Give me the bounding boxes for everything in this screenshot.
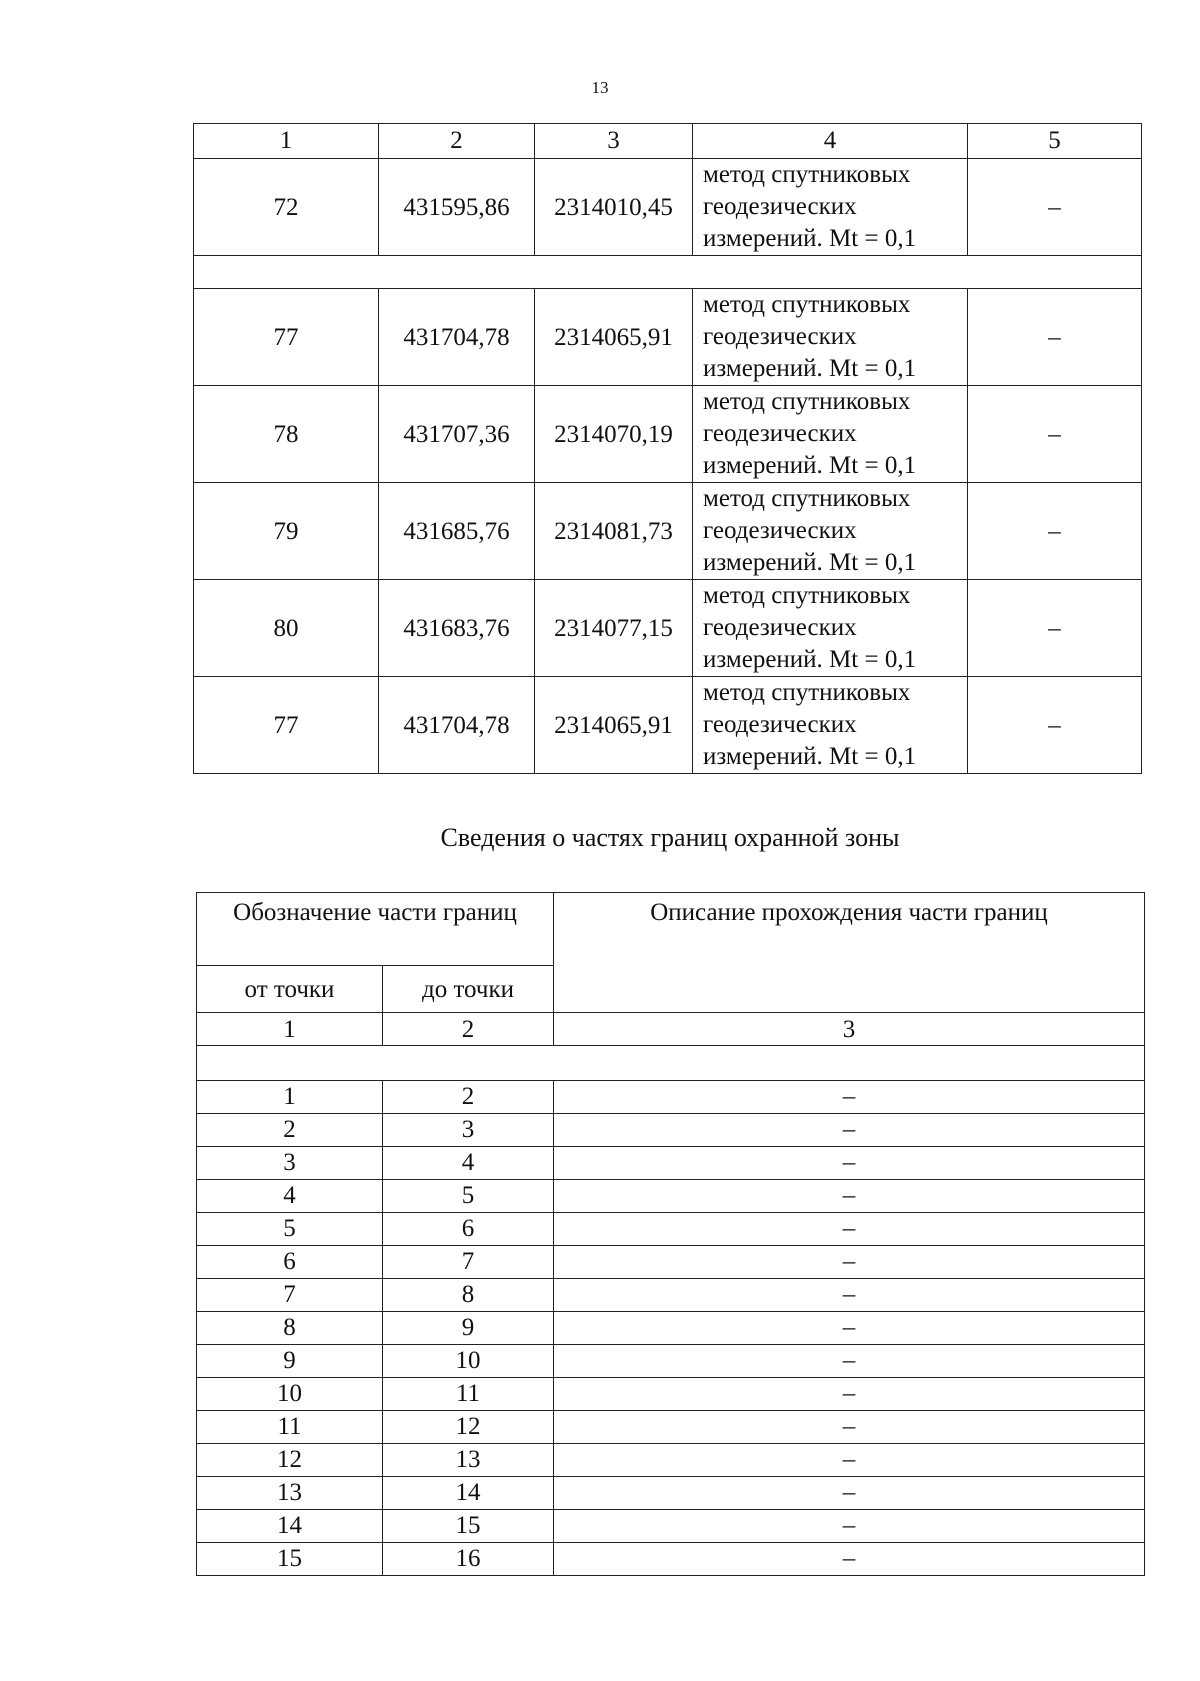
from-point: 12 [197, 1444, 383, 1477]
y-coordinate: 2314077,15 [535, 580, 693, 677]
from-point: 4 [197, 1180, 383, 1213]
point-number: 77 [194, 677, 379, 774]
segment-description: – [554, 1147, 1145, 1180]
method-line: измерений. Mt = 0,1 [703, 743, 917, 770]
header-from-point: от точки [197, 966, 383, 1013]
to-point: 10 [383, 1345, 554, 1378]
table-row [197, 1114, 1145, 1147]
x-coordinate: 431595,86 [379, 159, 535, 256]
table-row [197, 1345, 1145, 1378]
point-description: – [968, 159, 1142, 256]
from-point: 6 [197, 1246, 383, 1279]
from-point: 3 [197, 1147, 383, 1180]
to-point: 13 [383, 1444, 554, 1477]
from-point: 11 [197, 1411, 383, 1444]
y-coordinate: 2314065,91 [535, 677, 693, 774]
header-part-designation: Обозначение части границ [197, 893, 554, 966]
point-number: 78 [194, 386, 379, 483]
section-title: Сведения о частях границ охранной зоны [440, 823, 900, 852]
from-point: 2 [197, 1114, 383, 1147]
header-part-description: Описание прохождения части границ [554, 893, 1145, 1013]
method-line: метод спутниковых [703, 582, 911, 609]
point-number: 72 [194, 159, 379, 256]
column-number: 2 [383, 1013, 554, 1046]
y-coordinate: 2314070,19 [535, 386, 693, 483]
segment-description: – [554, 1081, 1145, 1114]
x-coordinate: 431704,78 [379, 677, 535, 774]
separator-row [194, 256, 1142, 289]
from-point: 14 [197, 1510, 383, 1543]
method-cell [693, 677, 968, 774]
y-coordinate: 2314081,73 [535, 483, 693, 580]
point-number: 77 [194, 289, 379, 386]
method-line: геодезических [703, 711, 857, 738]
table-row [197, 1312, 1145, 1345]
column-number: 1 [197, 1013, 383, 1046]
to-point: 6 [383, 1213, 554, 1246]
to-point: 3 [383, 1114, 554, 1147]
segment-description: – [554, 1345, 1145, 1378]
table-row [194, 580, 1142, 677]
x-coordinate: 431704,78 [379, 289, 535, 386]
method-line: метод спутниковых [703, 679, 911, 706]
method-line: измерений. Mt = 0,1 [703, 355, 917, 382]
segment-description: – [554, 1246, 1145, 1279]
y-coordinate: 2314010,45 [535, 159, 693, 256]
method-line: метод спутниковых [703, 291, 911, 318]
to-point: 16 [383, 1543, 554, 1576]
method-line: геодезических [703, 323, 857, 350]
table-row [197, 1411, 1145, 1444]
x-coordinate: 431707,36 [379, 386, 535, 483]
method-line: измерений. Mt = 0,1 [703, 646, 917, 673]
to-point: 8 [383, 1279, 554, 1312]
coordinates-table [193, 123, 1142, 774]
column-header: 4 [693, 124, 968, 159]
from-point: 7 [197, 1279, 383, 1312]
from-point: 9 [197, 1345, 383, 1378]
point-number: 80 [194, 580, 379, 677]
table-row [197, 1444, 1145, 1477]
to-point: 14 [383, 1477, 554, 1510]
table-row [197, 1147, 1145, 1180]
to-point: 11 [383, 1378, 554, 1411]
table-row [194, 677, 1142, 774]
from-point: 10 [197, 1378, 383, 1411]
table-row [197, 1510, 1145, 1543]
segment-description: – [554, 1477, 1145, 1510]
segment-description: – [554, 1411, 1145, 1444]
separator-row [197, 1046, 1145, 1081]
method-cell [693, 386, 968, 483]
segment-description: – [554, 1510, 1145, 1543]
coordinates-table-body [194, 124, 1142, 774]
table-row [197, 1213, 1145, 1246]
segment-description: – [554, 1312, 1145, 1345]
table-row [197, 1378, 1145, 1411]
segment-description: – [554, 1180, 1145, 1213]
method-line: измерений. Mt = 0,1 [703, 452, 917, 479]
boundary-parts-table [196, 892, 1145, 1576]
to-point: 12 [383, 1411, 554, 1444]
point-description: – [968, 483, 1142, 580]
point-description: – [968, 289, 1142, 386]
segment-description: – [554, 1279, 1145, 1312]
method-cell [693, 580, 968, 677]
parts-header-row [197, 893, 1145, 966]
method-line: геодезических [703, 193, 857, 220]
point-number: 79 [194, 483, 379, 580]
to-point: 4 [383, 1147, 554, 1180]
from-point: 5 [197, 1213, 383, 1246]
to-point: 5 [383, 1180, 554, 1213]
coordinates-header-row [194, 124, 1142, 159]
column-number: 3 [554, 1013, 1145, 1046]
from-point: 1 [197, 1081, 383, 1114]
method-line: метод спутниковых [703, 485, 911, 512]
column-number-row [197, 1013, 1145, 1046]
from-point: 13 [197, 1477, 383, 1510]
x-coordinate: 431683,76 [379, 580, 535, 677]
table-row [194, 483, 1142, 580]
column-header: 5 [968, 124, 1142, 159]
page-number: 13 [591, 78, 609, 97]
table-row [194, 386, 1142, 483]
table-row [194, 289, 1142, 386]
method-cell [693, 159, 968, 256]
table-row [197, 1246, 1145, 1279]
table-row [197, 1477, 1145, 1510]
segment-description: – [554, 1543, 1145, 1576]
method-cell [693, 289, 968, 386]
separator-cell [197, 1046, 1145, 1081]
header-to-point: до точки [383, 966, 554, 1013]
column-header: 1 [194, 124, 379, 159]
method-line: геодезических [703, 614, 857, 641]
table-row [194, 159, 1142, 256]
method-line: измерений. Mt = 0,1 [703, 225, 917, 252]
point-description: – [968, 386, 1142, 483]
to-point: 15 [383, 1510, 554, 1543]
column-header: 2 [379, 124, 535, 159]
from-point: 15 [197, 1543, 383, 1576]
table-row [197, 1180, 1145, 1213]
point-description: – [968, 580, 1142, 677]
x-coordinate: 431685,76 [379, 483, 535, 580]
method-cell [693, 483, 968, 580]
segment-description: – [554, 1213, 1145, 1246]
point-description: – [968, 677, 1142, 774]
method-line: измерений. Mt = 0,1 [703, 549, 917, 576]
method-line: метод спутниковых [703, 388, 911, 415]
table-row [197, 1279, 1145, 1312]
table-row [197, 1543, 1145, 1576]
separator-cell [194, 256, 1142, 289]
method-line: геодезических [703, 420, 857, 447]
to-point: 7 [383, 1246, 554, 1279]
to-point: 9 [383, 1312, 554, 1345]
boundary-parts-table-body [197, 893, 1145, 1576]
table-row [197, 1081, 1145, 1114]
from-point: 8 [197, 1312, 383, 1345]
segment-description: – [554, 1114, 1145, 1147]
method-line: метод спутниковых [703, 161, 911, 188]
to-point: 2 [383, 1081, 554, 1114]
y-coordinate: 2314065,91 [535, 289, 693, 386]
segment-description: – [554, 1444, 1145, 1477]
column-header: 3 [535, 124, 693, 159]
method-line: геодезических [703, 517, 857, 544]
segment-description: – [554, 1378, 1145, 1411]
